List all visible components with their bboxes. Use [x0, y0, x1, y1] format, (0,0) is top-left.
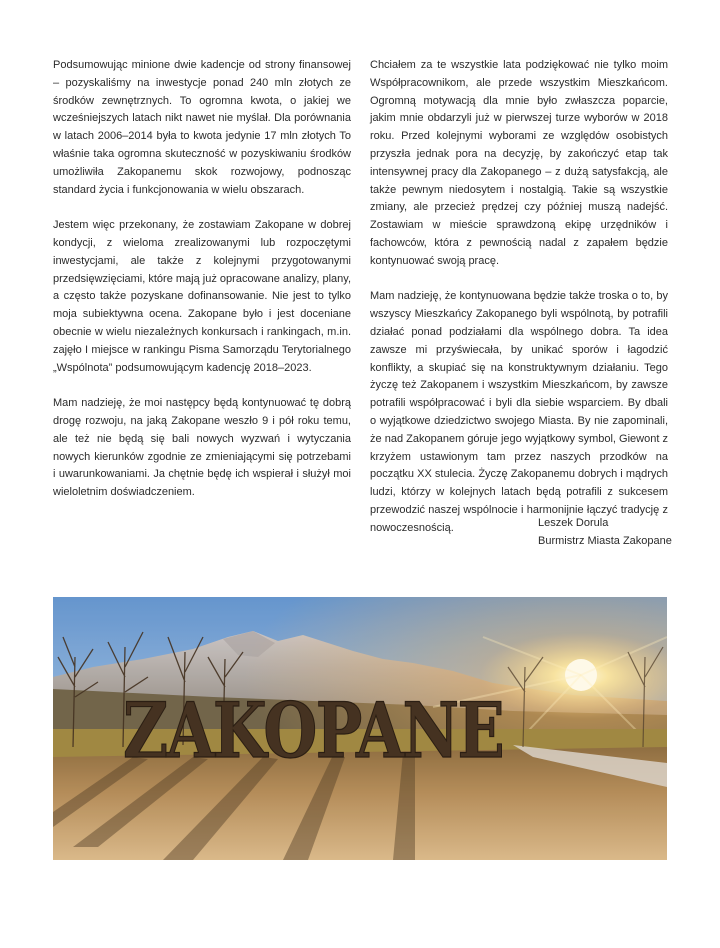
signature-title: Burmistrz Miasta Zakopane — [538, 535, 672, 547]
left-text-column — [53, 57, 351, 520]
signature — [538, 514, 672, 550]
paragraph-successors: Mam nadzieję, że moi następcy będą kontynuować tę dobrą drogę rozwoju, na jaką Zakopane weszło 9 i pół roku temu, ale też nie będą się bali nowych wyzwań i wytyczania nowych kierunków zgodnie ze zmieniającymi się potrzebami i uwarunkowaniami. Ja chętnie będę ich wspierał i służył moi wieloletnim doświadczeniem. — [53, 397, 351, 499]
paragraph-condition: Jestem więc przekonany, że zostawiam Zakopane w dobrej kondycji, z wieloma zrealizowanymi lub rozpoczętymi inwestycjami, ale także z kolejnymi przygotowanymi przedsięwzięciami, które mają już opracowane analizy, plany, a często także pozyskane dofinansowanie. Nie jest to tylko moja subiektywna ocena. Zakopane było i jest doceniane obecnie w wielu niezależnych konkursach i rankingach, m.in. zajęło I miejsce w rankingu Pisma Samorządu Terytorialnego „Wspólnota” podsumowującym kadencję 2018–2023. — [53, 219, 351, 374]
signature-name: Leszek Dorula — [538, 517, 609, 529]
paragraph-community: Mam nadzieję, że kontynuowana będzie także troska o to, by wszyscy Mieszkańcy Zakopanego byli wspólnotą, by potrafili działać ponad podziałami dla wspólnego dobra. Ta idea zawsze mi przyświecała, by unikać sporów i łagodzić konflikty, a skupiać się na konstruktywnym działaniu. Tego życzę też Zakopanem i wszystkim Mieszkańcom, by zawsze potrafili współpracować i byli dla siebie wsparciem. By dbali o wyjątkowe dziedzictwo swojego Miasta. By nie zapominali, że nad Zakopanem góruje jego wyjątkowy symbol, Giewont z krzyżem ustawionym tam przez naszych przodków na początku XX stulecia. Życzę Zakopanemu dobrych i mądrych ludzi, którzy w kolejnych latach będą potrafili z sukcesem przewodzić naszej wspólnocie i harmonijnie łączyć tradycję z nowoczesnością. — [370, 290, 668, 534]
paragraph-funding: Podsumowując minione dwie kadencje od strony finansowej – pozyskaliśmy na inwestycje ponad 240 mln złotych ze środków zewnętrznych. To ogromna kwota, o jakiej we wcześniejszych latach nikt nawet nie myślał. Dla porównania w latach 2006–2014 była to kwota jedynie 17 mln złotych To właśnie taka ogromna skuteczność w pozyskiwaniu środków umożliwiła Zakopanemu skok rozwojowy, podnosząc standard życia i funkcjonowania w wielu obszarach. — [53, 59, 351, 196]
photo-illustration — [53, 597, 667, 860]
paragraph-thanks: Chciałem za te wszystkie lata podziękować nie tylko moim Współpracownikom, ale przede wszystkim Mieszkańcom. Ogromną motywacją dla mnie było zwłaszcza poparcie, jakim mnie obdarzyli już w pierwszej turze wyborów w 2018 roku. Przed kolejnymi wyborami ze względów osobistych przyszła jednak pora na decyzję, by zakończyć etap tak intensywnej pracy dla Zakopanego – z dużą satysfakcją, ale także pewnym niedosytem i nostalgią. Takie są wszystkie zmiany, ale przecież prędzej czy później muszą nadejść. Zostawiam w mieście sprawdzoną ekipę urzędników i fachowców, która z pewnością nadal z zapałem będzie kontynuować swoją pracę. — [370, 59, 668, 267]
zakopane-sign-photo — [53, 597, 667, 860]
right-text-column — [370, 57, 668, 555]
zakopane-sign: ZAKOPANE — [123, 686, 503, 775]
